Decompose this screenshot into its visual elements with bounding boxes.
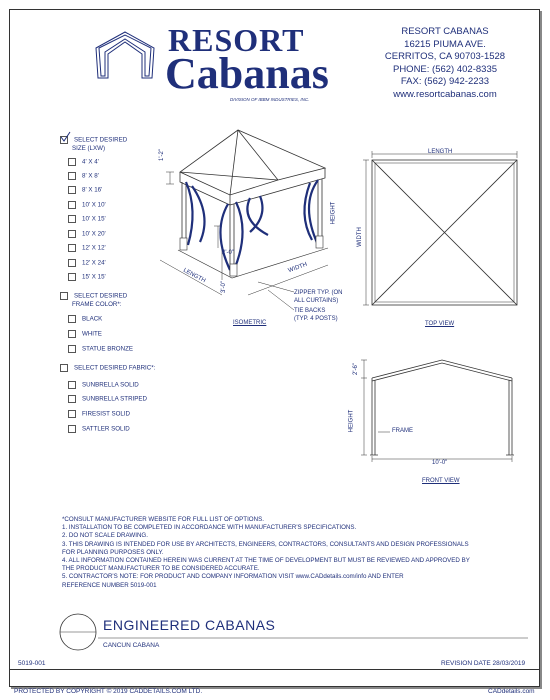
frame-option-2[interactable] [68, 345, 133, 354]
caddetails-link[interactable]: CADdetails.com [488, 688, 535, 695]
note-line: FOR PLANNING PURPOSES ONLY. [62, 548, 164, 556]
checkbox[interactable] [68, 395, 76, 403]
company-phone: PHONE: (562) 402-8335 [392, 63, 498, 75]
size-option-8[interactable] [68, 273, 106, 282]
company-address-2: CERRITOS, CA 90703-1528 [384, 51, 506, 62]
option-label: 12' X 12' [82, 244, 106, 252]
note-line: *CONSULT MANUFACTURER WEBSITE FOR FULL LIST OF OPTIONS. [62, 516, 264, 523]
reference-number: 5019-001 [18, 660, 46, 667]
size-option-0[interactable] [68, 158, 99, 167]
note-line: 5. CONTRACTOR'S NOTE: FOR PRODUCT AND COMPANY INFORMATION VISIT www.CADdetails.com/info AND ENTER [62, 573, 404, 581]
checkbox[interactable] [68, 410, 76, 418]
frame-header-checkbox[interactable] [60, 292, 68, 300]
fabric-option-1[interactable] [68, 395, 147, 404]
company-website[interactable]: www.resortcabanas.com [393, 88, 497, 100]
checkbox[interactable] [68, 244, 76, 252]
iso-width-label: WIDTH [287, 261, 309, 275]
dim-roof-height: 1'-2" [158, 149, 165, 161]
checkbox[interactable] [68, 345, 76, 353]
iso-length-label: LENGTH [182, 267, 207, 285]
checkbox[interactable] [68, 201, 76, 209]
front-dim-10: 10'-0" [432, 460, 448, 466]
fabric-header-label: SELECT DESIRED FABRIC*: [74, 364, 156, 372]
drawing-title: ENGINEERED CABANAS [103, 617, 276, 633]
tiebacks-line2: (TYP. 4 POSTS) [294, 316, 338, 322]
logo-word-resort: RESORT [168, 22, 305, 58]
size-option-4[interactable] [68, 215, 106, 224]
checkmark-icon [60, 131, 72, 143]
dim-2-0: 2'-0" [222, 250, 234, 256]
checkbox[interactable] [68, 315, 76, 323]
checkbox[interactable] [68, 215, 76, 223]
tiebacks-line1: TIE BACKS [294, 308, 326, 314]
checkbox[interactable] [68, 230, 76, 238]
size-option-1[interactable] [68, 172, 99, 181]
drawing-subtitle: CANCUN CABANA [103, 642, 160, 649]
isometric-label: ISOMETRIC [233, 320, 267, 326]
top-view-drawing [360, 150, 530, 320]
option-label: 8' X 8' [82, 172, 99, 180]
general-notes [62, 516, 470, 590]
top-length-label: LENGTH [428, 149, 453, 155]
option-label: BLACK [82, 315, 103, 323]
option-label: STATUE BRONZE [82, 345, 133, 353]
note-line: THE PRODUCT MANUFACTURER TO BE CONSIDERED ACCURATE. [62, 565, 260, 573]
note-line: 1. INSTALLATION TO BE COMPLETED IN ACCORDANCE WITH MANUFACTURER'S SPECIFICATIONS. [62, 524, 357, 532]
checkbox[interactable] [68, 259, 76, 267]
logo-tagline: DIVISION OF IBBM INDUSTRIES, INC. [230, 97, 310, 102]
footer-divider [9, 669, 539, 670]
front-height-label: HEIGHT [348, 409, 355, 433]
top-view-label: TOP VIEW [425, 321, 455, 327]
frame-option-0[interactable] [68, 315, 102, 324]
frame-option-1[interactable] [68, 330, 102, 339]
dim-3-0: 3'-0" [220, 281, 227, 293]
fabric-option-header [60, 364, 155, 373]
company-address-1: 16215 PIUMA AVE. [404, 38, 486, 50]
front-view-label: FRONT VIEW [422, 478, 460, 484]
zipper-line2: ALL CURTAINS) [294, 298, 339, 304]
front-view-drawing [350, 350, 530, 470]
company-fax: FAX: (562) 942-2233 [400, 76, 490, 87]
fabric-header-checkbox[interactable] [60, 364, 68, 372]
checkbox[interactable] [68, 273, 76, 281]
frame-option-header [60, 292, 127, 309]
option-label: 10' X 20' [82, 230, 106, 238]
frame-header-line2: FRAME COLOR*: [72, 300, 122, 308]
frame-header-line1: SELECT DESIRED [74, 292, 128, 300]
checkbox[interactable] [68, 425, 76, 433]
checkbox[interactable] [68, 186, 76, 194]
note-line: 4. ALL INFORMATION CONTAINED HEREIN WAS CURRENT AT THE TIME OF DEVELOPMENT BUT MUST BE REVIEWED AND APPROVED BY [62, 557, 470, 565]
copyright-notice: PROTECTED BY COPYRIGHT © 2019 CADDETAILS.COM LTD. [14, 688, 203, 695]
logo-word-cabanas: Cabanas [165, 49, 329, 98]
size-header-line1: SELECT DESIRED [74, 136, 128, 144]
size-option-2[interactable] [68, 186, 102, 195]
tiebacks-note [294, 307, 338, 323]
option-label: SUNBRELLA STRIPED [82, 395, 147, 403]
frame-label: FRAME [392, 428, 413, 434]
size-option-3[interactable] [68, 201, 106, 210]
size-option-6[interactable] [68, 244, 106, 253]
checkbox[interactable] [68, 158, 76, 166]
option-label: SUNBRELLA SOLID [82, 381, 139, 389]
fabric-option-2[interactable] [68, 410, 130, 419]
fabric-option-0[interactable] [68, 381, 139, 390]
option-label: SATTLER SOLID [82, 425, 130, 433]
company-name: RESORT CABANAS [401, 26, 489, 37]
checkbox[interactable] [68, 381, 76, 389]
zipper-line1: ZIPPER TYP. (ON [294, 290, 343, 296]
option-label: 10' X 15' [82, 215, 106, 223]
top-width-label: WIDTH [356, 227, 363, 247]
front-dim-2-6: 2'-6" [352, 363, 359, 375]
option-label: 15' X 15' [82, 273, 106, 281]
cabana-logo-icon [90, 28, 160, 82]
fabric-option-3[interactable] [68, 425, 130, 434]
checkbox[interactable] [68, 330, 76, 338]
note-line: REFERENCE NUMBER 5019-001 [62, 581, 157, 589]
option-label: 4' X 4' [82, 158, 99, 166]
note-line: 3. THIS DRAWING IS INTENDED FOR USE BY ARCHITECTS, ENGINEERS, CONTRACTORS, CONSULTANTS AND DESIGN PROFESSIONALS [62, 540, 469, 548]
size-header-line2: SIZE (LXW) [72, 144, 106, 152]
company-info [350, 26, 540, 101]
option-label: FIRESIST SOLID [82, 410, 131, 418]
iso-height-label: HEIGHT [330, 201, 337, 225]
zipper-note [294, 289, 342, 305]
checkbox[interactable] [68, 172, 76, 180]
size-option-7[interactable] [68, 259, 106, 268]
size-option-5[interactable] [68, 230, 106, 239]
note-line: 2. DO NOT SCALE DRAWING. [62, 532, 148, 540]
option-label: 12' X 24' [82, 259, 106, 267]
option-label: 8' X 16' [82, 186, 103, 194]
option-label: WHITE [82, 330, 102, 338]
revision-date: REVISION DATE 28/03/2019 [441, 660, 526, 667]
option-label: 10' X 10' [82, 201, 106, 209]
